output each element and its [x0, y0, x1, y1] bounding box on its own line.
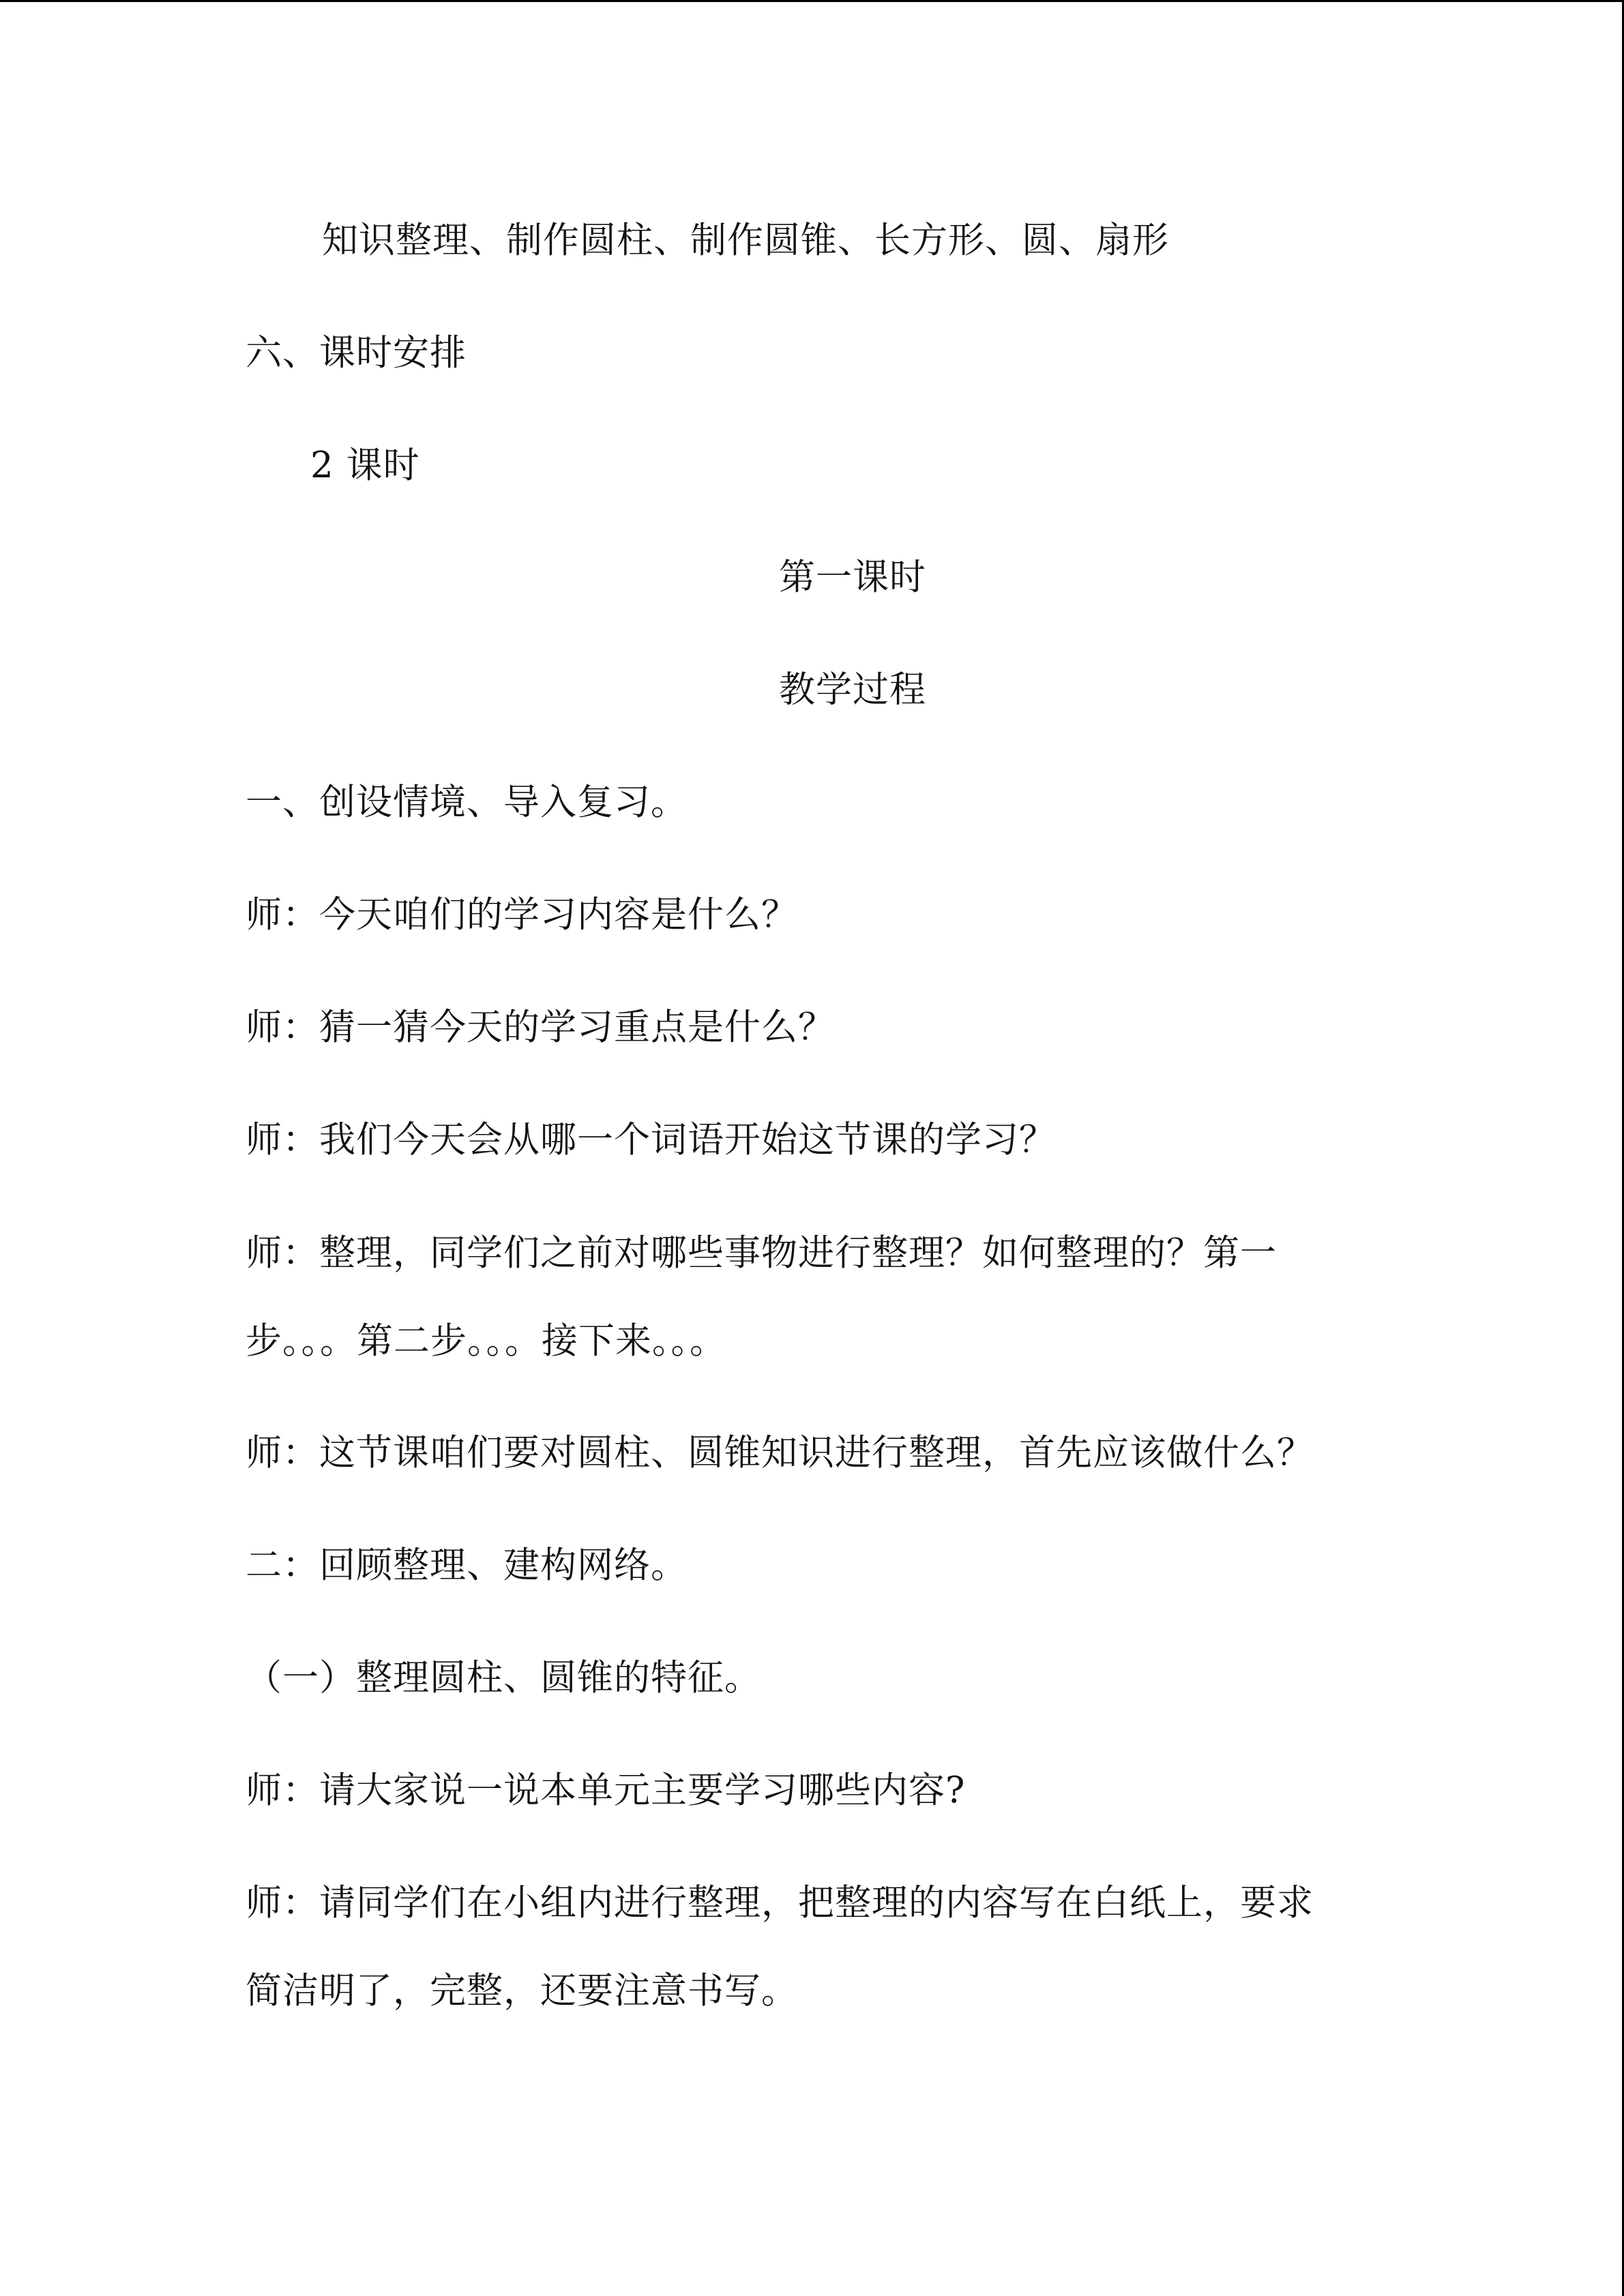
teacher-line: 师：请大家说一说本单元主要学习哪些内容? — [246, 1770, 966, 1811]
heading-class-schedule: 六、课时安排 — [246, 332, 467, 374]
teacher-line-continued: 步。。。第二步。。。接下来。。。 — [246, 1320, 726, 1362]
text-line-class-hours: 2 课时 — [310, 445, 420, 486]
heading-teaching-process: 教学过程 — [779, 669, 926, 711]
teacher-line: 师：整理，同学们之前对哪些事物进行整理？如何整理的？第一 — [246, 1232, 1277, 1274]
teacher-line: 师：这节课咱们要对圆柱、圆锥知识进行整理，首先应该做什么？ — [246, 1432, 1314, 1474]
teacher-line: 师：我们今天会从哪一个词语开始这节课的学习？ — [246, 1119, 1056, 1161]
section-heading-review: 二：回顾整理、建构网络。 — [246, 1545, 688, 1586]
teacher-line: 师：今天咱们的学习内容是什么？ — [246, 894, 798, 936]
teacher-line: 师：猜一猜今天的学习重点是什么？ — [246, 1007, 835, 1048]
heading-first-lesson: 第一课时 — [779, 556, 926, 598]
teacher-line: 师：请同学们在小组内进行整理，把整理的内容写在白纸上，要求 — [246, 1882, 1314, 1924]
section-heading-intro: 一、创设情境、导入复习。 — [246, 781, 688, 823]
text-line-knowledge-items: 知识整理、制作圆柱、制作圆锥、长方形、圆、扇形 — [322, 220, 1169, 261]
teacher-line-continued: 简洁明了，完整，还要注意书写。 — [246, 1970, 798, 2012]
subsection-heading-features: （一）整理圆柱、圆锥的特征。 — [246, 1657, 761, 1699]
